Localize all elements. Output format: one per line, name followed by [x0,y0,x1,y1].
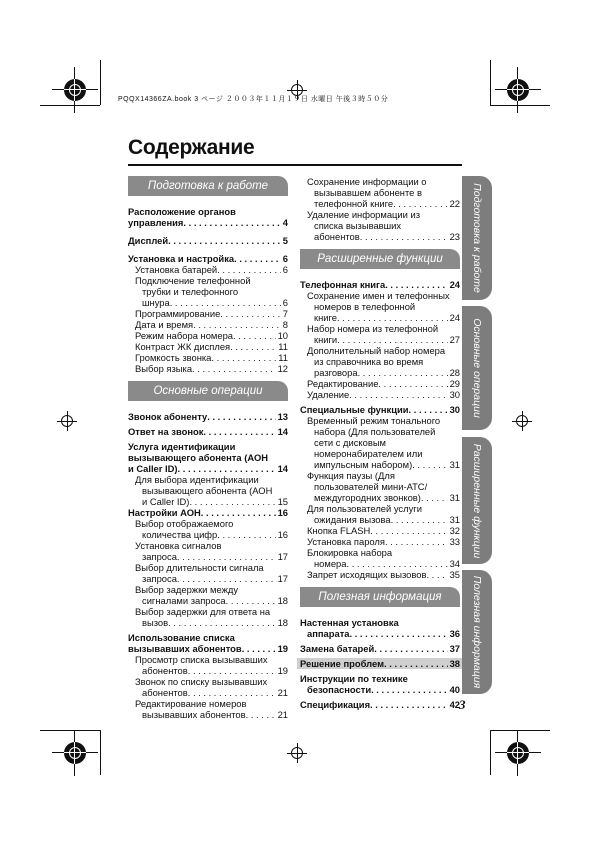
toc-subentry[interactable]: Установка сигналов [135,540,222,551]
toc-subentry-line[interactable]: набора (Для пользователей [314,426,436,437]
section-heading-useful: Полезная информация [300,587,460,607]
toc-subentry-line[interactable]: книге . . . 24 [300,312,460,323]
toc-entry[interactable]: Расположение органов [128,206,236,217]
toc-subentry-line[interactable]: пользователей мини-АТС/ [314,481,428,492]
toc-subentry[interactable]: Дата и время . . . 8 [128,319,288,330]
toc-subentry[interactable]: Временный режим тонального [307,415,441,426]
toc-entry[interactable]: Инструкции по технике [300,673,408,684]
toc-subentry[interactable]: Набор номера из телефонной [307,323,439,334]
toc-subentry[interactable]: Программирование . . . 7 [128,308,288,319]
toc-subentry-line[interactable]: сети с дисковым [314,437,386,448]
toc-subentry[interactable]: Для пользователей услуги [307,503,422,514]
toc-subentry[interactable]: Функция паузы (Для [307,470,395,481]
crosshair-mark-right-middle [512,411,532,431]
toc-subentry[interactable]: Сохранение информации о [307,176,427,187]
toc-subentry-line[interactable]: абонентов . . . 19 [128,665,288,676]
toc-subentry[interactable]: Звонок по списку вызывавших [135,676,268,687]
toc-subentry-line[interactable]: вызывающего абонента (АОН [142,485,273,496]
toc-entry[interactable]: Дисплей . . . 5 [128,235,288,246]
toc-subentry-line[interactable]: вызов . . . 18 [128,617,288,628]
toc-subentry-line[interactable]: телефонной книге . . . 22 [300,198,460,209]
toc-entry-line[interactable]: и Caller ID) . . . 14 [128,463,288,474]
toc-subentry[interactable]: Выбор языка . . . 12 [128,363,288,374]
toc-subentry-line[interactable]: запроса . . . 17 [128,573,288,584]
registration-mark-top-left [60,75,90,105]
toc-subentry[interactable]: Кнопка FLASH . . . 32 [300,525,460,536]
section-heading-basic: Основные операции [128,381,288,401]
toc-subentry-line[interactable]: номеров в телефонной [314,301,416,312]
toc-subentry-line[interactable]: абонентов . . . 23 [300,231,460,242]
toc-entry[interactable]: Услуга идентификации [128,441,236,452]
toc-entry[interactable]: Использование списка [128,632,235,643]
page-title: Содержание [128,136,255,159]
trim-line [40,730,100,731]
toc-subentry-line[interactable]: номеронабирателем или [314,448,423,459]
toc-subentry-line[interactable]: списка вызывавших [314,220,402,231]
toc-entry[interactable]: Звонок абоненту . . . 13 [128,411,288,422]
trim-line [490,730,491,775]
side-tab-label: Расширенные функции [471,443,483,558]
toc-subentry[interactable]: Запрет исходящих вызовов . . . 35 [300,569,460,580]
side-tab-useful[interactable] [462,570,492,694]
toc-subentry-line[interactable]: междугородних звонков) . . . 31 [300,492,460,503]
section-heading-advanced: Расширенные функции [300,249,460,269]
trim-line [40,105,100,106]
toc-entry[interactable]: Спецификация . . . 42 [300,699,460,710]
toc-entry-line[interactable]: вызывавших абонентов . . . 19 [128,643,288,654]
toc-entry-line[interactable]: вызывающего абонента (АОН [128,452,269,463]
side-tab-advanced[interactable] [462,437,492,564]
toc-subentry[interactable]: Просмотр списка вызывавших [135,654,268,665]
toc-subentry-line[interactable]: и Caller ID) . . . 15 [128,496,288,507]
title-rule [128,164,462,166]
toc-subentry-line[interactable]: шнура . . . 6 [128,297,288,308]
toc-entry[interactable]: Телефонная книга . . . 24 [300,279,460,290]
toc-subentry-line[interactable]: запроса . . . 17 [128,551,288,562]
toc-subentry-line[interactable]: из справочника во время [314,356,424,367]
side-tab-label: Полезная информация [471,575,483,689]
toc-subentry-line[interactable]: вызывавшем абоненте в [314,187,422,198]
registration-mark-bottom-left [60,738,90,768]
registration-mark-top-right [503,75,533,105]
toc-entry-line[interactable]: управления . . . 4 [128,217,288,228]
toc-subentry[interactable]: Удаление . . . 30 [300,389,460,400]
toc-entry[interactable]: Настенная установка [300,617,399,628]
toc-subentry[interactable]: Для выбора идентификации [135,474,259,485]
toc-subentry-line[interactable]: сигналами запроса . . . 18 [128,595,288,606]
print-header-line: PQQX14366ZA.book 3 ページ ２００３年１１月１９日 水曜日 午後３時５０分 [118,96,389,103]
toc-subentry-line[interactable]: вызывавших абонентов . . . 21 [128,709,288,720]
toc-subentry-line[interactable]: импульсным набором) . . . 31 [300,459,460,470]
toc-subentry-line[interactable]: абонентов . . . 21 [128,687,288,698]
side-tab-label: Основные операции [471,318,483,418]
toc-left-column [128,176,288,720]
toc-subentry[interactable]: Контраст ЖК дисплея . . . 11 [128,341,288,352]
toc-subentry[interactable]: Режим набора номера . . . 10 [128,330,288,341]
toc-subentry-line[interactable]: книги . . . 27 [300,334,460,345]
toc-subentry[interactable]: Выбор задержки между [135,584,239,595]
toc-subentry[interactable]: Выбор задержки для ответа на [135,606,271,617]
section-heading-prep: Подготовка к работе [128,176,288,196]
registration-mark-bottom-right [503,738,533,768]
side-tab-prep[interactable] [462,176,492,300]
toc-subentry[interactable]: Удаление информации из [307,209,421,220]
toc-entry-highlighted[interactable]: Решение проблем . . . 38 [297,658,463,669]
toc-subentry-line[interactable]: номера . . . 34 [300,558,460,569]
toc-subentry-line[interactable]: трубки и телефонного [142,286,239,297]
toc-entry[interactable]: Настройки АОН . . . 16 [128,507,288,518]
toc-entry[interactable]: Специальные функции . . . 30 [300,404,460,415]
toc-subentry[interactable]: Выбор отображаемого [135,518,234,529]
toc-subentry[interactable]: Установка пароля . . . 33 [300,536,460,547]
toc-entry-line[interactable]: безопасности . . . 40 [300,684,460,695]
toc-entry-line[interactable]: аппарата . . . 36 [300,628,460,639]
toc-subentry[interactable]: Подключение телефонной [135,275,251,286]
toc-subentry-line[interactable]: разговора . . . 28 [300,367,460,378]
toc-entry[interactable]: Ответ на звонок . . . 14 [128,426,288,437]
toc-subentry-line[interactable]: количества цифр . . . 16 [128,529,288,540]
trim-line [100,730,101,775]
toc-subentry[interactable]: Блокировка набора [307,547,393,558]
toc-subentry[interactable]: Выбор длительности сигнала [135,562,264,573]
trim-line [490,105,550,106]
toc-subentry[interactable]: Громкость звонка . . . 11 [128,352,288,363]
side-tab-basic[interactable] [462,306,492,430]
toc-subentry[interactable]: Установка батарей . . . 6 [128,264,288,275]
toc-subentry[interactable]: Дополнительный набор номера [307,345,446,356]
toc-subentry-line[interactable]: ожидания вызова . . . 31 [300,514,460,525]
crosshair-mark-bottom-center [287,743,307,763]
toc-subentry[interactable]: Сохранение имен и телефонных [307,290,450,301]
side-tab-label: Подготовка к работе [471,183,483,293]
trim-line [490,730,550,731]
toc-subentry[interactable]: Редактирование . . . 29 [300,378,460,389]
toc-subentry[interactable]: Редактирование номеров [135,698,247,709]
toc-entry[interactable]: Установка и настройка . . . 6 [128,253,288,264]
trim-line [490,60,491,105]
crosshair-mark-left-middle [57,411,77,431]
toc-right-column [300,176,460,710]
trim-line [100,60,101,105]
page-number: 3 [459,697,466,712]
toc-entry[interactable]: Замена батарей . . . 37 [300,643,460,654]
